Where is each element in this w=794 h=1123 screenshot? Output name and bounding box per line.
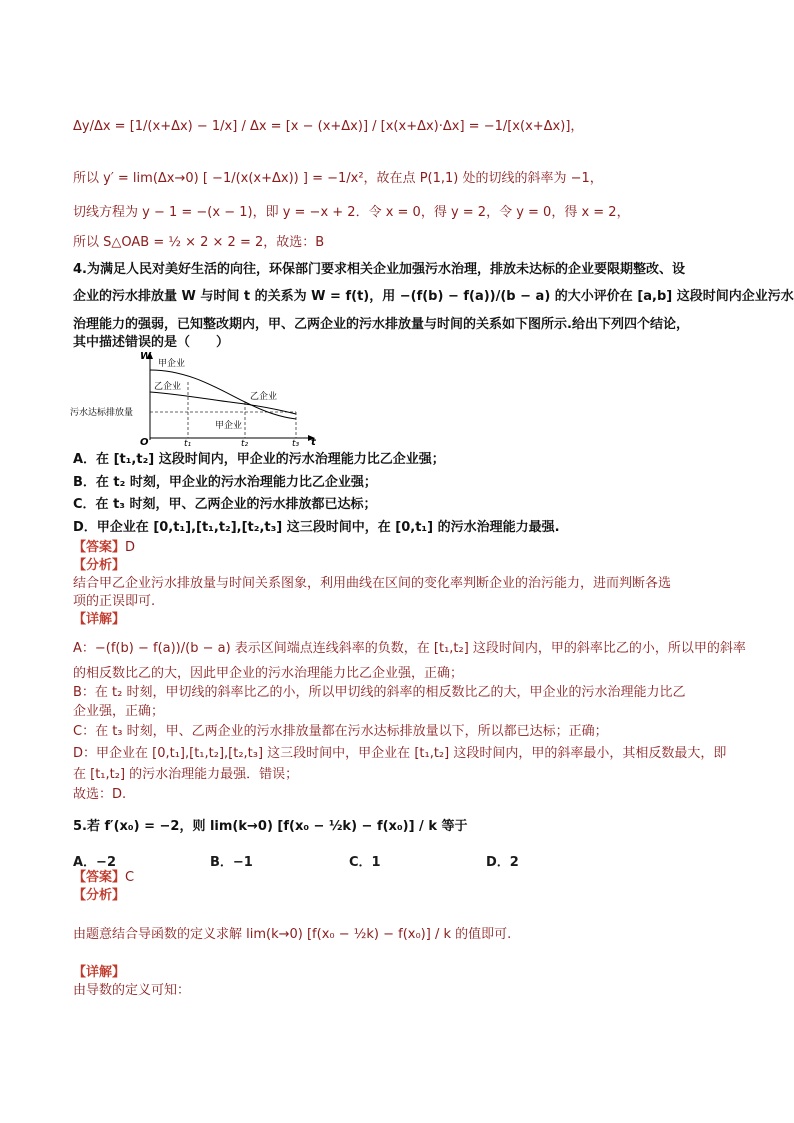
tick-t1: t₁ <box>184 439 192 447</box>
q4-stem-line-2: 企业的污水排放量 W 与时间 t 的关系为 W = f(t)，用 −(f(b) − f(a))/(b − a) 的大小评价在 [a,b] 这段时间内企业污水 <box>73 289 794 304</box>
x-axis-label: t <box>311 437 316 447</box>
q5-answer <box>73 869 134 887</box>
q5-answer-value: C <box>125 870 135 885</box>
q4-stem-line-4: 其中描述错误的是（ ） <box>73 335 230 350</box>
tick-t3: t₃ <box>292 439 300 447</box>
tick-t2: t₂ <box>241 439 249 447</box>
q4-detail-c: C：在 t₃ 时刻，甲、乙两企业的污水排放量都在污水达标排放量以下，所以都已达标；正确； <box>73 724 608 739</box>
q4-stem-line-3: 治理能力的强弱，已知整改期内，甲、乙两企业的污水排放量与时间的关系如下图所示.给出下列四个结论， <box>73 317 689 332</box>
q4-analysis-line-2: 项的正误即可. <box>73 594 156 609</box>
q4-analysis-tag: 【分析】 <box>73 558 126 573</box>
tangent-derivation: 切线方程为 y − 1 = −(x − 1)，即 y = −x + 2．令 x = 0，得 y = 2，令 y = 0，得 x = 2， <box>73 205 630 220</box>
q4-answer-value: D <box>125 540 136 555</box>
q4-detail-d-2: 在 [t₁,t₂] 的污水治理能力最强．错误； <box>73 767 299 782</box>
limit-derivation: 所以 y′ = lim(Δx→0) [ −1/(x(x+Δx)) ] = −1/x²，故在点 P(1,1) 处的切线的斜率为 −1， <box>73 171 603 186</box>
label-yi-left: 乙企业 <box>154 382 182 392</box>
delta-derivation: Δy/Δx = [1/(x+Δx) − 1/x] / Δx = [x − (x+Δx)] / [x(x+Δx)·Δx] = −1/[x(x+Δx)]， <box>73 119 584 134</box>
q4-detail-d-1: D：甲企业在 [0,t₁],[t₁,t₂],[t₂,t₃] 这三段时间中，甲企业在 [t₁,t₂] 这段时间内，甲的斜率最小，其相反数最大，即 <box>73 746 727 761</box>
label-yi-right: 乙企业 <box>250 392 278 402</box>
q5-detail: 由导数的定义可知： <box>73 983 191 998</box>
q4-answer <box>73 539 135 557</box>
q4-option-b: B．在 t₂ 时刻，甲企业的污水治理能力比乙企业强； <box>73 475 377 490</box>
q5-option-a: A．−2 <box>73 855 116 870</box>
q4-stem-line-1: 4.为满足人民对美好生活的向往，环保部门要求相关企业加强污水治理，排放未达标的企业要限期整改、设 <box>73 262 685 277</box>
q4-detail-b-1: B：在 t₂ 时刻，甲切线的斜率比乙的小，所以甲切线的斜率的相反数比乙的大，甲企业的污水治理能力比乙 <box>73 685 686 700</box>
y-axis-label: W <box>140 352 152 362</box>
q5-analysis-tag: 【分析】 <box>73 888 126 903</box>
q5-detail-tag: 【详解】 <box>73 965 126 980</box>
q4-detail-b-2: 企业强，正确； <box>73 704 165 719</box>
q4-detail-a-1: A：−(f(b) − f(a))/(b − a) 表示区间端点连线斜率的负数，在 [t₁,t₂] 这段时间内，甲的斜率比乙的小，所以甲的斜率 <box>73 641 746 656</box>
label-standard: 污水达标排放量 <box>70 408 134 418</box>
q5-stem: 5.若 f′(x₀) = −2，则 lim(k→0) [f(x₀ − ½k) − f(x₀)] / k 等于 <box>73 819 468 834</box>
q5-option-b: B．−1 <box>210 855 253 870</box>
area-derivation: 所以 S△OAB = ½ × 2 × 2 = 2，故选：B <box>73 235 325 250</box>
origin-label: O <box>140 437 149 447</box>
q4-option-c: C．在 t₃ 时刻，甲、乙两企业的污水排放都已达标； <box>73 497 377 512</box>
q5-answer-tag: 【答案】 <box>73 870 126 885</box>
q4-option-d: D．甲企业在 [0,t₁],[t₁,t₂],[t₂,t₃] 这三段时间中，在 [0,t₁] 的污水治理能力最强. <box>73 520 560 535</box>
q4-option-a: A．在 [t₁,t₂] 这段时间内，甲企业的污水治理能力比乙企业强； <box>73 452 445 467</box>
q5-option-d: D．2 <box>486 855 519 870</box>
q4-detail-a-2: 的相反数比乙的大，因此甲企业的污水治理能力比乙企业强，正确； <box>73 666 464 681</box>
q5-option-c: C．1 <box>349 855 381 870</box>
label-jia-top: 甲企业 <box>158 359 186 369</box>
q4-detail-tag: 【详解】 <box>73 612 126 627</box>
label-jia-bottom: 甲企业 <box>215 421 243 431</box>
q5-analysis: 由题意结合导函数的定义求解 lim(k→0) [f(x₀ − ½k) − f(x₀)] / k 的值即可. <box>73 927 512 942</box>
q4-detail-conclusion: 故选：D. <box>73 787 127 802</box>
q4-figure <box>70 352 330 447</box>
q4-analysis-line-1: 结合甲乙企业污水排放量与时间关系图象，利用曲线在区间的变化率判断企业的治污能力，进而判断各选 <box>73 576 672 591</box>
q4-answer-tag: 【答案】 <box>73 540 126 555</box>
